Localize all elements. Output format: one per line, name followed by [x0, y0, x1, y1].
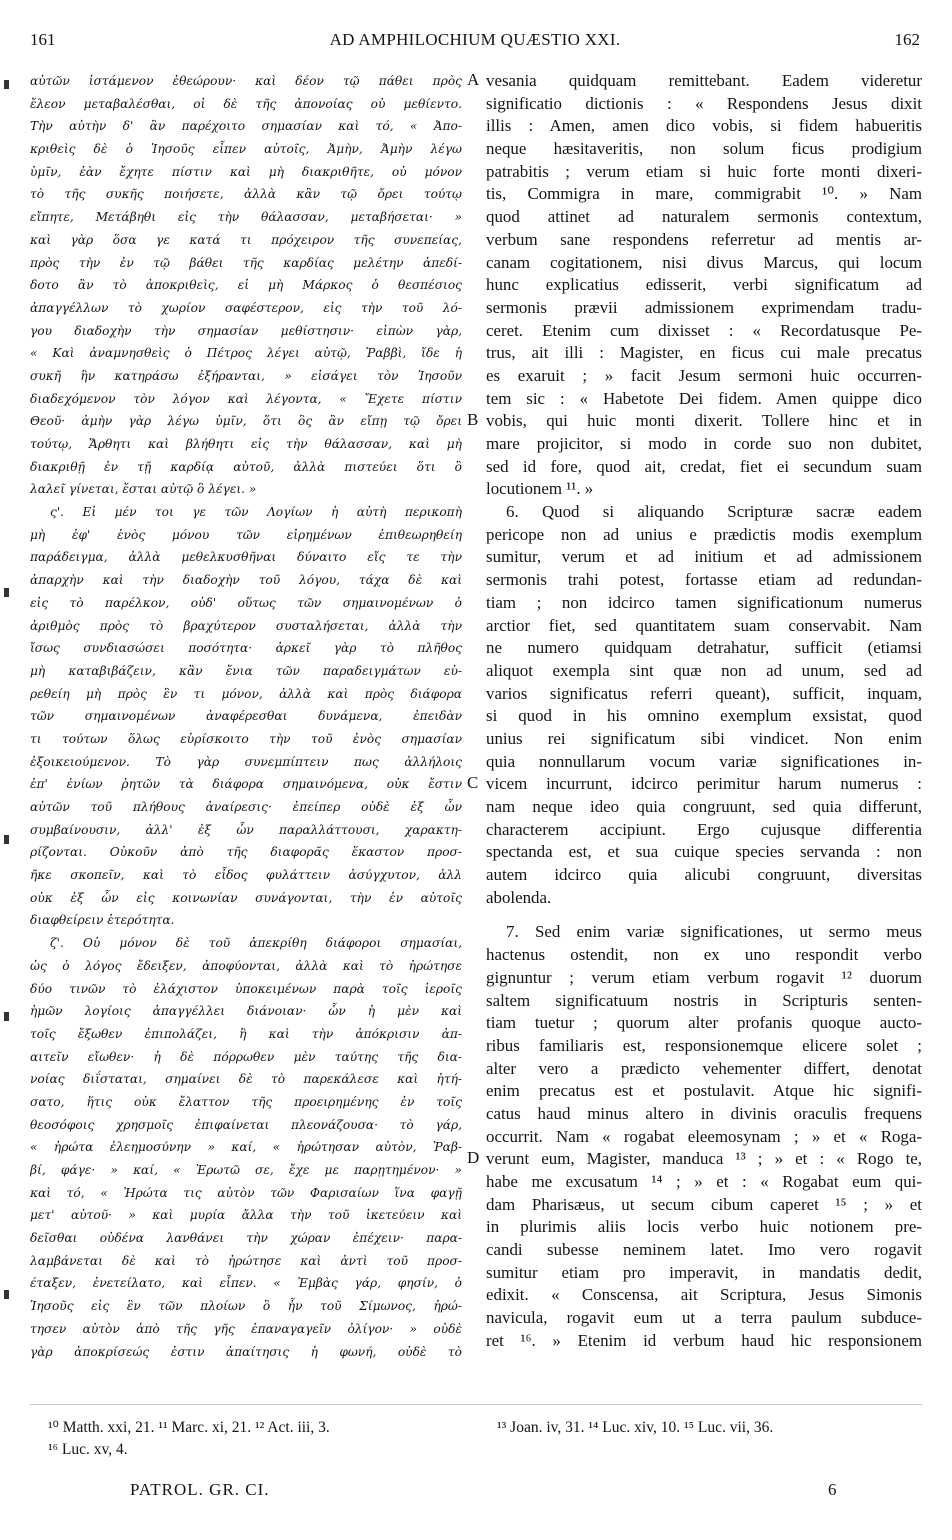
- text-line: illis : Amen, amen dico vobis, si fidem habueritis: [486, 116, 922, 136]
- text-line: ὑμῖν, ἐὰν ἔχητε πίστιν καὶ μὴ διακριθῆτε, οὐ μόνον: [30, 164, 462, 179]
- text-line: ne numero quidquam detrahatur, sufficit (etiamsi: [486, 638, 922, 658]
- footnote-line: ¹³ Joan. iv, 31. ¹⁴ Luc. xiv, 10. ¹⁵ Luc. vii, 36.: [497, 1419, 774, 1436]
- margin-tick: [4, 835, 9, 844]
- text-line: characterem accipiunt. Ergo cujusque differentia: [486, 819, 922, 839]
- text-line: ἔλεον μεταβαλέσθαι, οἱ δὲ τῆς ἀπονοίας οὐ μεθίεντο.: [30, 96, 462, 111]
- text-line: tiam tuetur ; quorum alter profanis quoque aucto-: [486, 1013, 922, 1033]
- text-line: neque hæsitaveritis, non solum ficus prodigium: [486, 139, 922, 159]
- text-line: διαφθείρειν ἑτερότητα.: [30, 913, 175, 928]
- text-line: ἡμῶν λογίοις ἀπαγγέλλει διάνοιαν· ὧν ἡ μὲν καὶ: [30, 1004, 462, 1019]
- text-line: συκῆ ἣν κατηράσω ἐξήρανται, » εἰσάγει τὸν Ἰησοῦν: [30, 368, 462, 383]
- text-line: patrabitis ; verum etiam si huic forte monti dixeri-: [486, 161, 922, 181]
- margin-letter-c: C: [467, 773, 479, 792]
- text-line: σατο, ἥτις οὐκ ἔλαττον τῆς προειρημένης ἐν τοῖς: [30, 1094, 462, 1109]
- text-line: μὴ ἐφ' ἑνὸς μόνου τῶν εἰρημένων ἐπιθεωρηθείη: [30, 527, 462, 542]
- margin-tick: [4, 1290, 9, 1299]
- page-header: [30, 30, 920, 56]
- margin-letter-b: B: [467, 410, 479, 429]
- text-line: saltem significatuum nostris in Scripturis senten-: [486, 990, 922, 1010]
- text-line: aliquot exempla sint quæ non ad unum, sed ad: [486, 660, 922, 680]
- text-line: abolenda.: [486, 887, 552, 907]
- text-line: sermonis prævii admissionem exprimendam tradu-: [486, 297, 922, 317]
- text-line: θεοσόφοις χρησμοῖς ἐπιφαίνεται πλεονάζουσα· τὸ γάρ,: [30, 1117, 462, 1132]
- text-line: αιτεῖν εἴωθεν· ἡ δὲ πόρρωθεν μὲν ταύτης τῆς δια-: [30, 1049, 462, 1064]
- footnotes-right: [497, 1417, 927, 1439]
- footer-signature: 6: [828, 1480, 837, 1499]
- text-line: ρεθείη μὴ πρὸς ἓν τι μόνον, ἀλλὰ καὶ πρὸς διάφορα: [30, 686, 462, 701]
- text-line: sumitur etiam pro imperavit, in mandatis dedit,: [486, 1262, 922, 1282]
- text-line: τούτῳ, Ἄρθητι καὶ βλήθητι εἰς τὴν θάλασσαν, καὶ μὴ: [30, 437, 462, 451]
- text-line: vicem incurrunt, idcirco perimitur harum numerus :: [486, 774, 922, 794]
- footnote-separator: [30, 1404, 922, 1405]
- text-line: έταξεν, ἐνετείλατο, καὶ εἶπεν. « Ἐμβὰς γάρ, φησίν, ὁ: [30, 1276, 462, 1291]
- text-line: Θεοῦ· ἀμὴν γὰρ λέγω ὑμῖν, ὅτι ὃς ἂν εἴπῃ τῷ ὄρει: [30, 414, 462, 429]
- footnote-line: ¹⁶ Luc. xv, 4.: [48, 1441, 128, 1458]
- text-line: unius rei significatum sibi vindicet. Non enim: [486, 728, 922, 748]
- text-line: occurrit. Nam « rogabat eleemosynam ; » et « Roga-: [486, 1126, 922, 1146]
- text-line: alter vero a prædicto vehementer differt, denotat: [486, 1058, 922, 1078]
- text-line: verunt eum, Magister, manduca ¹³ ; » et : « Rogo te,: [486, 1149, 922, 1169]
- text-line: gignuntur ; verum etiam verbum rogavit ¹² duorum: [486, 967, 922, 987]
- text-line: ἴσως συνδιασώσει ποσότητα· ἀρκεῖ γὰρ τὸ πλῆθος: [30, 641, 462, 656]
- text-line: τοῖς ἔξωθεν ἐπιπολάζει, ἣ καὶ τὴν ἀπόκρισιν ἀπ-: [30, 1026, 462, 1041]
- text-line: εἴπητε, Μετάβηθι εἰς τὴν θάλασσαν, μεταβήσεται· »: [30, 210, 462, 225]
- text-line: in plurimis aliis locis verbo huic notionem pre-: [486, 1217, 922, 1237]
- text-line: ζ'. Οὐ μόνον δὲ τοῦ ἀπεκρίθη διάφοροι σημασίαι,: [50, 936, 462, 951]
- text-line: pericope non ad unius e prædictis modis exemplum: [486, 524, 922, 544]
- text-line: habe me excusatum ¹⁴ ; » et : « Rogabat eum qui-: [486, 1172, 922, 1191]
- text-line: vesania quidquam remittebant. Eadem videretur: [486, 71, 922, 90]
- text-line: μὴ καταβιβάζειν, κἂν ἔνια τῶν παραδειγμάτων εὑ-: [30, 663, 462, 678]
- text-line: τὸ τῆς συκῆς ποιήσετε, ἀλλὰ κἂν τῷ ὄρει τούτῳ: [30, 187, 462, 202]
- text-line: hunc explicatius edisserit, verbi significatum ad: [486, 275, 922, 295]
- footnotes-left: [48, 1417, 468, 1461]
- margin-tick: [4, 1012, 9, 1021]
- text-line: Ἰησοῦς εἰς ἓν τῶν πλοίων ὃ ἦν τοῦ Σίμωνος, ἠρώ-: [30, 1299, 462, 1314]
- text-line: si quod in his omnino exemplum exsistat, quod: [486, 706, 922, 726]
- text-line: autem idcirco quia alicubi congruunt, diversitas: [486, 865, 922, 885]
- text-line: μετ' αὐτοῦ· » καὶ μυρία ἄλλα τὴν τοῦ ἱκετεύειν καὶ: [30, 1208, 462, 1223]
- footnote-line: ¹⁰ Matth. xxi, 21. ¹¹ Marc. xi, 21. ¹² Act. iii, 3.: [48, 1419, 330, 1436]
- text-line: quod attinet ad naturalem sermonis contextum,: [486, 207, 922, 227]
- text-line: αὐτῶν τοῦ πλήθους ἀναίρεσις· ἐπείπερ οὐδὲ ἐξ ὧν: [30, 800, 462, 814]
- text-line: sed id fore, quod ait, credat, fiet ei secundum suam: [486, 456, 922, 476]
- text-line: canam cogitationem, nisi divus Marcus, qui locum: [486, 252, 922, 272]
- text-line: πρὸς τὴν ἐν τῷ βάθει τῆς καρδίας μελέτην ἀπεδί-: [30, 255, 462, 270]
- paragraph-gap: [486, 909, 922, 921]
- text-line: ribus familiaris est, responsionemque elicere solet ;: [486, 1035, 922, 1055]
- text-line: quia nonnullarum vocum variæ significationes in-: [486, 751, 922, 771]
- text-line: ς'. Εἰ μέν τοι γε τῶν Λογίων ἡ αὐτὴ περικοπὴ: [50, 505, 462, 520]
- text-line: es exaruit ; » facit Jesum sermoni huic occurren-: [486, 365, 922, 385]
- text-line: verbum sane respondens referretur ad mentis ar-: [486, 229, 922, 249]
- margin-tick: [4, 80, 9, 89]
- margin-letter-d: D: [467, 1148, 480, 1167]
- text-line: ἐξοικειούμενον. Τὸ γὰρ συνεμπίπτειν πως ἀλλήλοις: [30, 754, 462, 769]
- text-line: γὰρ ἀποκρίσεώς ἐστιν ἀπαίτησις ἡ φωνή, οὐδὲ τὸ: [30, 1344, 462, 1359]
- text-line: τῶν σημαινομένων ἀναφέρεσθαι δυνάμενα, ἐπειδὰν: [30, 709, 462, 724]
- text-line: dam Pharisæus, ut secum cibum caperet ¹⁵ ; » et: [486, 1194, 922, 1214]
- text-line: sumitur, verum et ad initium et ad admissionem: [486, 547, 922, 567]
- text-line: καὶ τό, « Ἠρώτα τις αὐτὸν τῶν Φαρισαίων ἵνα φαγῇ: [30, 1185, 462, 1200]
- text-line: 7. Sed enim variæ significationes, ut sermo meus: [506, 922, 922, 942]
- text-line: vobis, qui huic monti dixerit. Tollere hinc et in: [486, 411, 922, 431]
- footer-series: PATROL. GR. CI.: [130, 1480, 270, 1499]
- text-line: nam neque ideo quia congruunt, sed quia differunt,: [486, 797, 922, 816]
- text-line: τησεν αὐτὸν ἀπὸ τῆς γῆς ἐπαναγαγεῖν ὀλίγον· » οὐδὲ: [30, 1321, 462, 1336]
- text-line: ὡς ὁ λόγος ἔδειξεν, ἀποφύονται, ἀλλὰ καὶ τὸ ἠρώτησε: [30, 958, 462, 973]
- text-line: ἀριθμὸς πρὸς τὸ βραχύτερον συσταλήσεται, ἀλλὰ τὴν: [30, 618, 462, 633]
- text-line: παράδειγμα, ἀλλὰ μεθελκυσθῆναι δύναιτο εἴς τε τὴν: [30, 550, 462, 565]
- text-line: γου διαδοχὴν τὴν σημασίαν μεθίστησιν· εἰπὼν γὰρ,: [30, 323, 462, 338]
- text-line: νοίας διΐσταται, σημαίνει δὲ τὸ παρεκάλεσε καὶ ἠτή-: [30, 1072, 462, 1087]
- text-line: spectanda est, et sua cuique species servanda : non: [486, 842, 922, 862]
- text-line: edixit. « Conscensa, ait Scriptura, Jesus Simonis: [486, 1285, 922, 1305]
- left-page-number: 161: [30, 30, 56, 49]
- text-line: enim precatus est et postulavit. Atque hic signifi-: [486, 1081, 922, 1101]
- text-line: 6. Quod si aliquando Scripturæ sacræ eadem: [506, 502, 922, 522]
- text-line: trus, ait illi : Magister, en ficus cui male precatus: [486, 343, 922, 363]
- text-line: « ἠρώτα ἐλεημοσύνην » καί, « ἠρώτησαν αὐτὸν, Ῥαβ-: [30, 1140, 462, 1155]
- latin-text-column: [486, 70, 922, 1353]
- text-line: βί, φάγε· » καί, « Ἐρωτῶ σε, ἔχε με παρῃτημένον· »: [30, 1163, 462, 1177]
- text-line: οὐκ ἐξ ὧν εἰς κοινωνίαν συνάγονται, τὴν ἐν αὐτοῖς: [30, 890, 462, 905]
- text-line: δεῖσθαι οὐδένα λανθάνει τὴν χώραν ἐπέχειν· παρα-: [30, 1231, 462, 1246]
- text-line: συμβαίνουσιν, ἀλλ' ἐξ ὧν παραλλάττουσι, χαρακτη-: [30, 822, 462, 837]
- text-line: varios significatus referri queant), sufficit, inquam,: [486, 683, 922, 703]
- greek-text-column: [30, 70, 462, 1363]
- text-line: διαδεχόμενον τὸν λόγον καὶ λέγοντα, « Ἔχετε πίστιν: [30, 391, 462, 406]
- text-line: arctior fiet, sed quantitatem suam conservabit. Nam: [486, 615, 922, 635]
- text-line: catus haud minus altero in divinis oraculis frequens: [486, 1103, 922, 1123]
- text-line: sermonis trahi potest, fortasse etiam ad redundan-: [486, 570, 922, 590]
- text-line: ρίζονται. Οὐκοῦν ἀπὸ τῆς διαφορᾶς ἕκαστον προσ-: [30, 845, 462, 860]
- text-line: mare projicitor, si modo in corde suo non dubitet,: [486, 434, 922, 453]
- text-line: tis, Commigra in mare, commigrabit ¹⁰. » Nam: [486, 184, 922, 204]
- text-line: ret ¹⁶. » Etenim id verbum haud hic responsionem: [486, 1330, 922, 1350]
- text-line: κριθεὶς δὲ ὁ Ἰησοῦς εἶπεν αὐτοῖς, Ἀμὴν, Ἀμὴν λέγω: [30, 142, 462, 157]
- text-line: δοτο ἂν τὸ ἀποκριθεὶς, εἰ μὴ Μάρκος ὁ θεσπέσιος: [30, 278, 462, 293]
- text-line: αὐτῶν ἰστάμενον ἐθεώρουν· καὶ δέον τῷ πάθει πρὸς: [30, 74, 462, 88]
- text-line: τι τούτων ὅλως εὑρίσκοιτο τὴν τοῦ ἑνὸς σημασίαν: [30, 731, 462, 746]
- margin-letter-a: A: [467, 70, 480, 89]
- text-line: λαλεῖ γίνεται, ἔσται αὐτῷ ὃ λέγει. »: [30, 482, 257, 497]
- text-line: δύο τινῶν τὸ ἐλάχιστον ὑποκειμένων παρὰ τοῖς ἱεροῖς: [30, 981, 462, 996]
- text-line: ἀπαγγέλλων τὸ χωρίον σαφέστερον, εἰς τὴν τοῦ λό-: [30, 300, 462, 315]
- text-line: ἀπαρχὴν καὶ τὴν διαδοχὴν τοῦ λόγου, τάχα δὲ καὶ: [30, 573, 462, 588]
- text-line: locutionem ¹¹. »: [486, 479, 594, 499]
- running-title: AD AMPHILOCHIUM QUÆSTIO XXI.: [329, 30, 621, 49]
- text-line: tiam ; non idcirco tamen significationum numerus: [486, 592, 922, 612]
- text-line: λαμβάνεται δὲ καὶ τὸ ἠρώτησε καὶ ἀντὶ τοῦ προσ-: [30, 1253, 462, 1268]
- text-line: tem sic : « Habetote Dei fidem. Amen quippe dico: [486, 388, 922, 408]
- text-line: navicula, rogavit eum ut a terra paulum subduce-: [486, 1308, 922, 1328]
- text-line: καὶ γὰρ ὅσα γε κατά τι πρόχειρον τῆς συνεπείας,: [30, 232, 462, 247]
- text-line: hactenus ostendit, non ex uno respondit verbo: [486, 945, 922, 965]
- margin-tick: [4, 588, 9, 597]
- text-line: « Καὶ ἀναμνησθεὶς ὁ Πέτρος λέγει αὐτῷ, Ῥαββὶ, ἴδε ἡ: [30, 346, 462, 361]
- text-line: διακριθῇ ἐν τῇ καρδίᾳ αὐτοῦ, ἀλλὰ πιστεύει ὅτι ὃ: [30, 459, 462, 474]
- text-line: ceret. Etenim cum dixisset : « Recordatusque Pe-: [486, 320, 922, 340]
- text-line: significatio dictionis : « Respondens Jesus dixit: [486, 93, 922, 113]
- text-line: Τὴν αὐτὴν δ' ἂν παρέχοιτο σημασίαν καὶ τό, « Ἀπο-: [30, 119, 462, 134]
- text-line: ἐπ' ἐνίων ῥητῶν τὰ διάφορα σημαινόμενα, οὐκ ἔστιν: [30, 777, 462, 792]
- text-line: εἰς τὸ παρέλκον, οὐδ' οὕτως τῶν σημαινομένων ὁ: [30, 595, 462, 610]
- text-line: candi subesse neminem latet. Imo vero rogavit: [486, 1240, 922, 1260]
- text-line: ῆκε σκοπεῖν, καὶ τὸ εἶδος φυλάττειν ἀσύγχυτον, ἀλλ: [30, 868, 462, 883]
- right-page-number: 162: [894, 30, 920, 49]
